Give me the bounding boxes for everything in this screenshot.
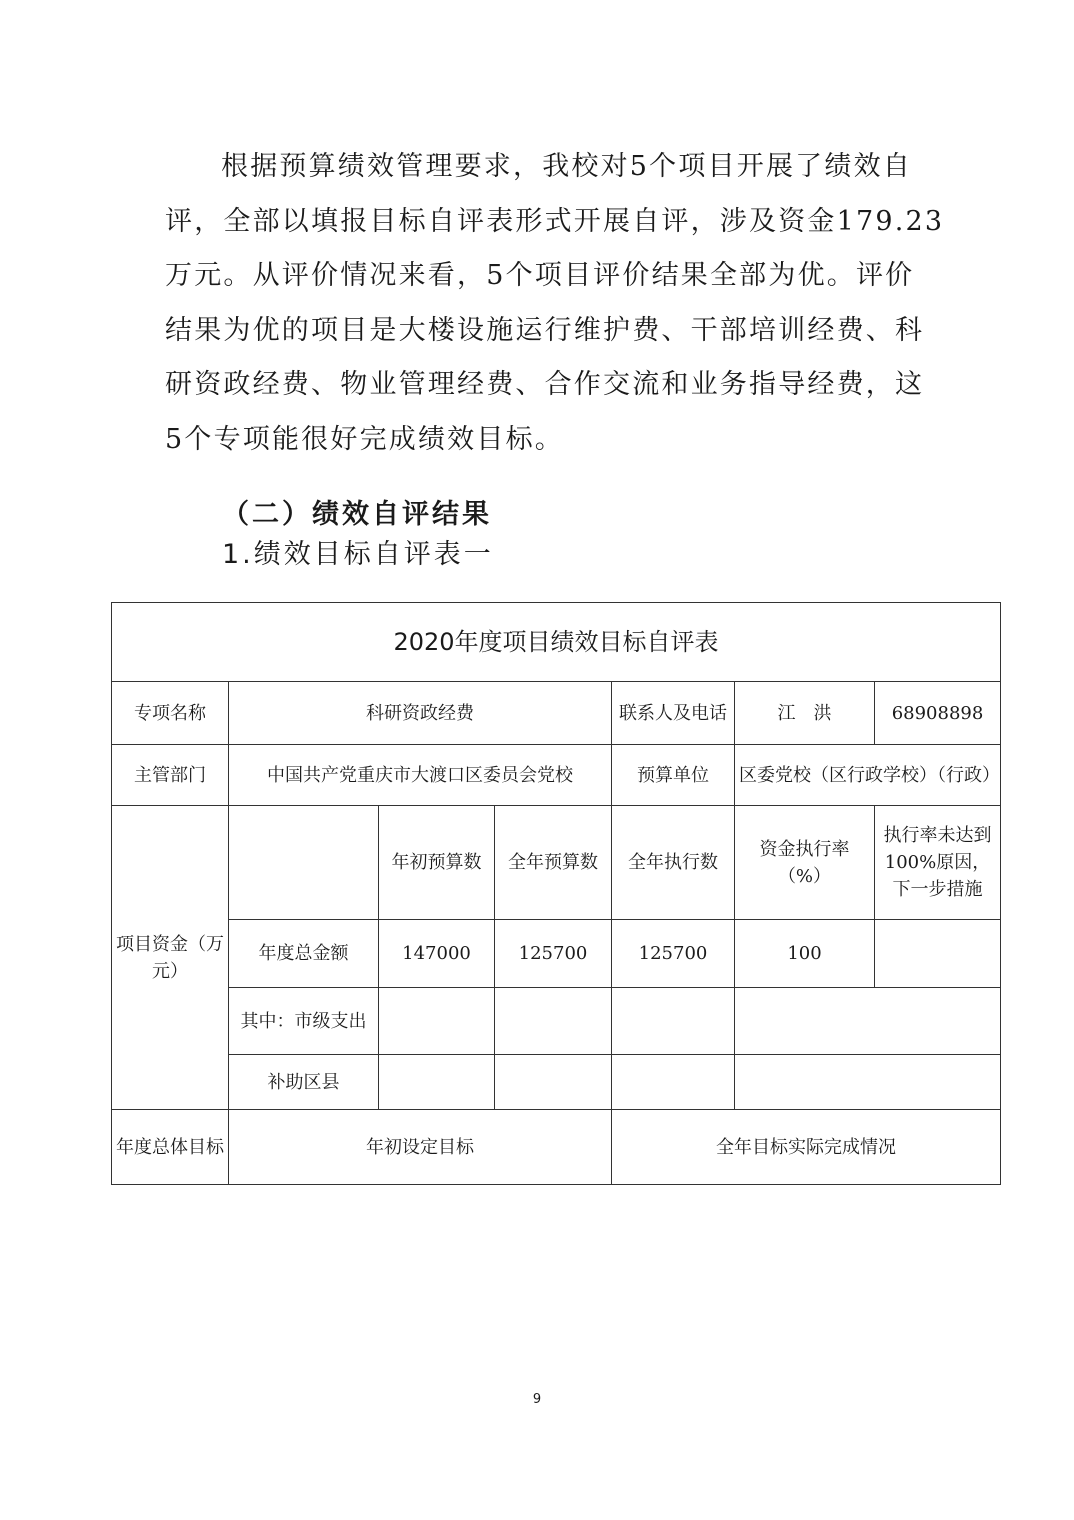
paragraph-line: 评，全部以填报目标自评表形式开展自评，涉及资金179.23 xyxy=(165,205,945,237)
body-paragraph xyxy=(165,140,945,467)
header-reason: 执行率未达到100%原因，下一步措施 xyxy=(875,806,1001,920)
total-exec-rate: 100 xyxy=(735,920,875,988)
paragraph-line: 万元。从评价情况来看，5个项目评价结果全部为优。评价 xyxy=(165,260,915,291)
row-label-city: 其中：市级支出 xyxy=(229,988,379,1055)
subsidy-initial-budget xyxy=(379,1055,495,1110)
row-label-subsidy: 补助区县 xyxy=(229,1055,379,1110)
header-initial-budget: 年初预算数 xyxy=(379,806,495,920)
paragraph-line: 研资政经费、物业管理经费、合作交流和业务指导经费，这 xyxy=(165,369,925,400)
goals-label: 年度总体目标 xyxy=(112,1110,229,1185)
header-exec-rate: 资金执行率（%） xyxy=(735,806,875,920)
header-annual-exec: 全年执行数 xyxy=(612,806,735,920)
project-name-value: 科研资政经费 xyxy=(229,682,612,745)
city-initial-budget xyxy=(379,988,495,1055)
total-annual-exec: 125700 xyxy=(612,920,735,988)
contact-name: 江 洪 xyxy=(735,682,875,745)
city-annual-exec xyxy=(612,988,735,1055)
funds-label: 项目资金（万元） xyxy=(112,806,229,1110)
header-annual-budget: 全年预算数 xyxy=(495,806,612,920)
subsidy-merged-cell xyxy=(735,1055,1001,1110)
paragraph-line: 5个专项能很好完成绩效目标。 xyxy=(165,423,564,455)
budget-unit-value: 区委党校（区行政学校）（行政） xyxy=(735,745,1001,806)
page-number: 9 xyxy=(532,1392,542,1407)
paragraph-line: 结果为优的项目是大楼设施运行维护费、干部培训经费、科 xyxy=(165,314,925,346)
budget-unit-label: 预算单位 xyxy=(612,745,735,806)
goals-actual-header: 全年目标实际完成情况 xyxy=(612,1110,1001,1185)
city-annual-budget xyxy=(495,988,612,1055)
section-heading: （二）绩效自评结果 xyxy=(222,499,492,530)
paragraph-line: 根据预算绩效管理要求，我校对5个项目开展了绩效自 xyxy=(221,151,912,182)
subsidy-annual-exec xyxy=(612,1055,735,1110)
total-annual-budget: 125700 xyxy=(495,920,612,988)
goals-initial-header: 年初设定目标 xyxy=(229,1110,612,1185)
subsidy-annual-budget xyxy=(495,1055,612,1110)
project-name-label: 专项名称 xyxy=(112,682,229,745)
performance-self-evaluation-table xyxy=(111,602,1001,1185)
dept-label: 主管部门 xyxy=(112,745,229,806)
total-reason xyxy=(875,920,1001,988)
row-label-total: 年度总金额 xyxy=(229,920,379,988)
table-title: 2020年度项目绩效目标自评表 xyxy=(112,603,1001,682)
dept-value: 中国共产党重庆市大渡口区委员会党校 xyxy=(229,745,612,806)
contact-label: 联系人及电话 xyxy=(612,682,735,745)
total-initial-budget: 147000 xyxy=(379,920,495,988)
empty-header-cell xyxy=(229,806,379,920)
city-merged-cell xyxy=(735,988,1001,1055)
subsection-heading: 1.绩效目标自评表一 xyxy=(222,539,494,570)
contact-phone: 68908898 xyxy=(875,682,1001,745)
